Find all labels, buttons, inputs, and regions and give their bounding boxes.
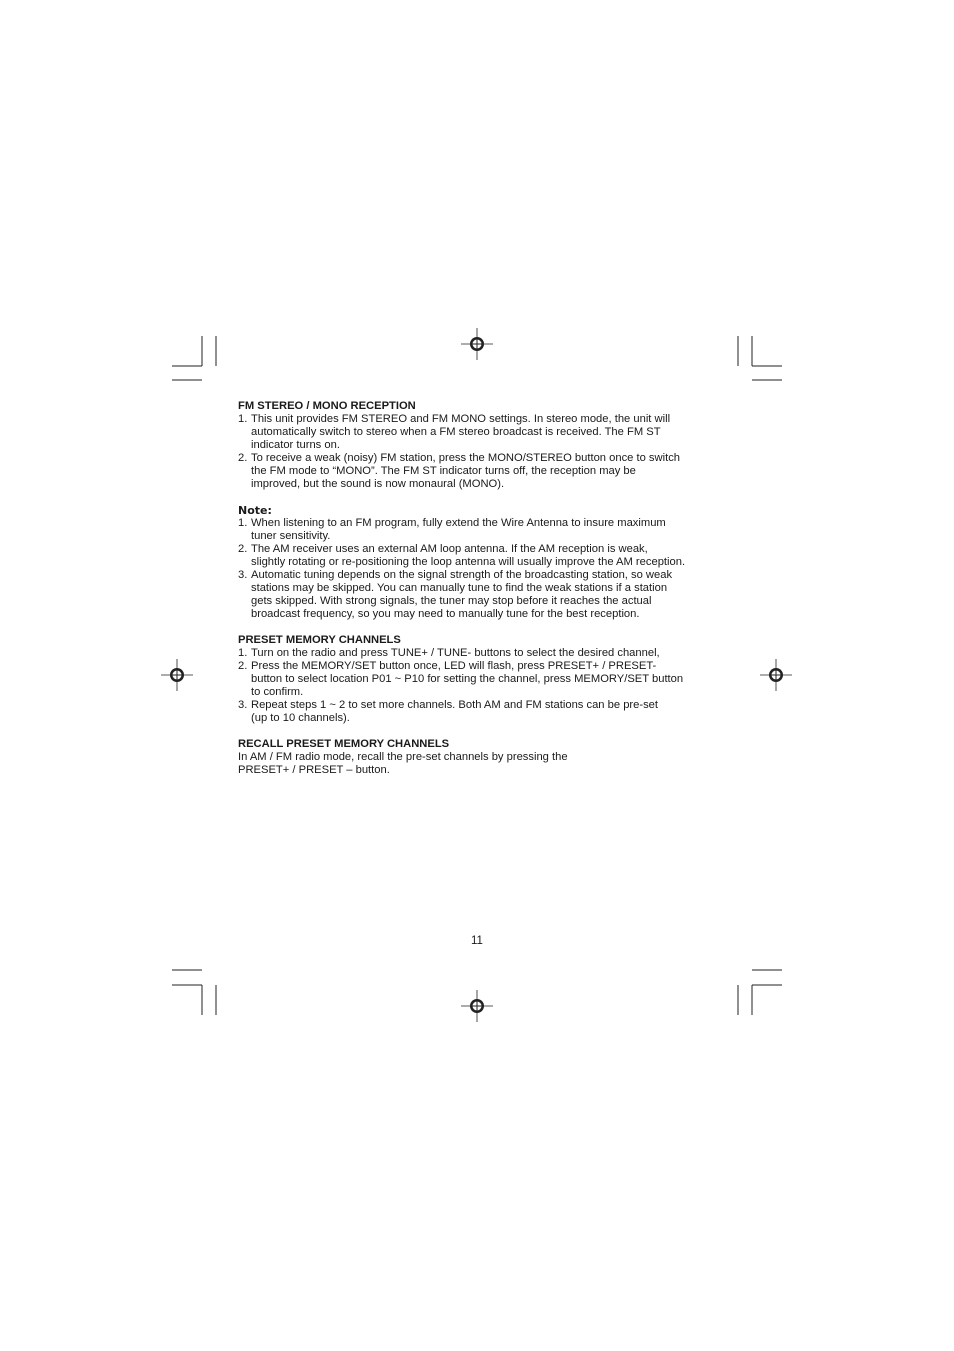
list-item [238, 543, 728, 569]
note-heading: Note: [238, 504, 272, 517]
note-list [238, 517, 728, 621]
list-number: 1. [238, 647, 248, 659]
section-note [238, 504, 728, 621]
section-heading: FM STEREO / MONO RECEPTION [238, 400, 416, 412]
list-item [238, 660, 728, 699]
list-text: slightly rotating or re-positioning the loop antenna will usually improve the AM reception. [251, 556, 686, 568]
list-text: broadcast frequency, so you may need to manually tune for the best reception. [251, 608, 640, 620]
list-number: 1. [238, 517, 248, 529]
list-text: Turn on the radio and press TUNE+ / TUNE- buttons to select the desired channel, [251, 647, 660, 659]
list-text: The AM receiver uses an external AM loop antenna. If the AM reception is weak, [251, 543, 648, 555]
list-item [238, 699, 728, 725]
instruction-list [238, 413, 728, 491]
list-text: stations may be skipped. You can manually tune to find the weak stations if a station [251, 582, 668, 594]
list-text: to confirm. [251, 686, 304, 698]
list-text: gets skipped. With strong signals, the tuner may stop before it reaches the actual [251, 595, 652, 607]
list-text: indicator turns on. [251, 439, 340, 451]
list-number: 2. [238, 543, 248, 555]
list-item [238, 517, 728, 543]
list-text: automatically switch to stereo when a FM stereo broadcast is received. The FM ST [251, 426, 661, 438]
page-number: 11 [471, 935, 483, 947]
list-text: This unit provides FM STEREO and FM MONO settings. In stereo mode, the unit will [251, 413, 671, 425]
list-text: When listening to an FM program, fully extend the Wire Antenna to insure maximum [251, 517, 666, 529]
list-item [238, 452, 728, 491]
section-heading: PRESET MEMORY CHANNELS [238, 634, 401, 646]
list-text: the FM mode to “MONO”. The FM ST indicator turns off, the reception may be [251, 465, 636, 477]
section-preset-memory [238, 634, 728, 725]
list-text: Press the MEMORY/SET button once, LED will flash, press PRESET+ / PRESET- [251, 660, 657, 672]
section-heading: RECALL PRESET MEMORY CHANNELS [238, 738, 450, 750]
list-text: improved, but the sound is now monaural (MONO). [251, 478, 505, 490]
list-item [238, 647, 728, 660]
registration-mark-top [461, 328, 493, 360]
list-text: (up to 10 channels). [251, 712, 350, 724]
list-number: 3. [238, 699, 248, 711]
instruction-list [238, 647, 728, 725]
list-number: 3. [238, 569, 248, 581]
list-text: tuner sensitivity. [251, 530, 331, 542]
manual-content [238, 400, 728, 790]
list-text: Repeat steps 1 ~ 2 to set more channels. Both AM and FM stations can be pre-set [251, 699, 659, 711]
list-number: 2. [238, 452, 248, 464]
registration-mark-right [760, 659, 792, 691]
paragraph-line: In AM / FM radio mode, recall the pre-set channels by pressing the [238, 751, 568, 763]
list-text: To receive a weak (noisy) FM station, press the MONO/STEREO button once to switch [251, 452, 681, 464]
list-item [238, 569, 728, 621]
section-fm-stereo-mono [238, 400, 728, 491]
list-text: button to select location P01 ~ P10 for setting the channel, press MEMORY/SET button [251, 673, 684, 685]
section-recall-preset [238, 738, 728, 777]
list-text: Automatic tuning depends on the signal strength of the broadcasting station, so weak [251, 569, 673, 581]
list-number: 2. [238, 660, 248, 672]
list-number: 1. [238, 413, 248, 425]
paragraph-line: PRESET+ / PRESET – button. [238, 764, 390, 776]
list-item [238, 413, 728, 452]
registration-mark-bottom [461, 990, 493, 1022]
registration-mark-left [161, 659, 193, 691]
